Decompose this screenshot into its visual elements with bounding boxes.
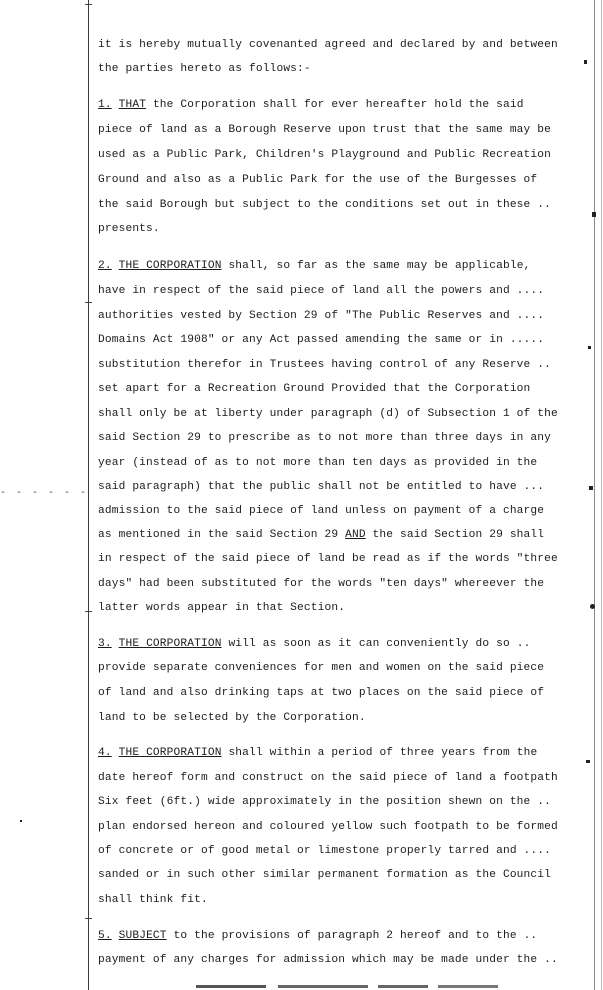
clause-lead: THE CORPORATION bbox=[118, 747, 222, 759]
clause-1-line-6: presents. bbox=[98, 223, 160, 235]
clause-4-line-7: shall think fit. bbox=[98, 894, 208, 906]
clause-lead: THE CORPORATION bbox=[118, 638, 222, 650]
scan-speck bbox=[20, 820, 22, 822]
clause-3-line-4: land to be selected by the Corporation. bbox=[98, 712, 366, 724]
clause-3-line-2: provide separate conveniences for men and women on the said piece bbox=[98, 662, 545, 674]
and-word: AND bbox=[345, 529, 366, 541]
scan-speck bbox=[589, 486, 593, 490]
clause-2-line-14: days" had been substituted for the words "ten days" whereever the bbox=[98, 578, 545, 590]
scan-speck bbox=[590, 604, 595, 609]
margin-dash-mark: - - - - - - bbox=[0, 488, 89, 499]
clause-4-line-6: sanded or in such other similar permanent formation as the Council bbox=[98, 869, 551, 881]
clause-5-line-1: 5. SUBJECT to the provisions of paragraph 2 hereof and to the .. bbox=[98, 930, 538, 942]
clause-2-line-8: said Section 29 to prescribe as to not more than three days in any bbox=[98, 432, 551, 444]
clause-2-line-6: set apart for a Recreation Ground Provided that the Corporation bbox=[98, 383, 531, 395]
clause-lead: SUBJECT bbox=[118, 930, 167, 942]
clause-4-line-2: date hereof form and construct on the said piece of land a footpath bbox=[98, 772, 558, 784]
clause-4-line-3: Six feet (6ft.) wide approximately in the position shewn on the .. bbox=[98, 796, 551, 808]
scan-speck bbox=[592, 212, 596, 217]
clause-1-line-5: the said Borough but subject to the conditions set out in these .. bbox=[98, 199, 551, 211]
clause-3-line-3: of land and also drinking taps at two places on the said piece of bbox=[98, 687, 545, 699]
clause-number: 1. bbox=[98, 99, 112, 111]
clause-number: 4. bbox=[98, 747, 112, 759]
clause-1-line-3: used as a Public Park, Children's Playground and Public Recreation bbox=[98, 149, 551, 161]
clause-2-line-9: year (instead of as to not more than ten days as provided in the bbox=[98, 457, 538, 469]
clause-2-line-5: substitution therefor in Trustees having control of any Reserve .. bbox=[98, 359, 551, 371]
clause-4-line-1: 4. THE CORPORATION shall within a period of three years from the bbox=[98, 747, 538, 759]
clause-2-line-10: said paragraph) that the public shall not be entitled to have ... bbox=[98, 481, 545, 493]
clause-4-line-5: of concrete or of good metal or limestone properly tarred and .... bbox=[98, 845, 551, 857]
clause-2-line-1: 2. THE CORPORATION shall, so far as the same may be applicable, bbox=[98, 260, 531, 272]
page-edge-shadow bbox=[581, 0, 603, 990]
clause-2-line-11: admission to the said piece of land unless on payment of a charge bbox=[98, 505, 545, 517]
clause-lead: THAT bbox=[118, 99, 147, 111]
margin-tick bbox=[85, 918, 92, 919]
clause-2-line-2: have in respect of the said piece of land all the powers and .... bbox=[98, 285, 545, 297]
scan-speck bbox=[584, 60, 587, 64]
clause-number: 3. bbox=[98, 638, 112, 650]
scan-speck bbox=[588, 346, 591, 349]
clause-lead: THE CORPORATION bbox=[118, 260, 222, 272]
clause-1-line-1: 1. THAT the Corporation shall for ever hereafter hold the said bbox=[98, 99, 524, 111]
clause-2-line-12: as mentioned in the said Section 29 AND the said Section 29 shall bbox=[98, 529, 545, 541]
intro-line-2: the parties hereto as follows:- bbox=[98, 63, 311, 75]
margin-tick bbox=[85, 4, 92, 5]
scan-speck bbox=[586, 760, 590, 763]
clause-number: 5. bbox=[98, 930, 112, 942]
intro-line-1: it is hereby mutually covenanted agreed and declared by and between bbox=[98, 39, 558, 51]
margin-tick bbox=[85, 611, 92, 612]
clause-3-line-1: 3. THE CORPORATION will as soon as it can conveniently do so .. bbox=[98, 638, 531, 650]
clause-2-line-7: shall only be at liberty under paragraph (d) of Subsection 1 of the bbox=[98, 408, 558, 420]
clause-4-line-4: plan endorsed hereon and coloured yellow such footpath to be formed bbox=[98, 821, 558, 833]
margin-tick bbox=[85, 302, 92, 303]
clause-number: 2. bbox=[98, 260, 112, 272]
clause-2-line-4: Domains Act 1908" or any Act passed amending the same or in ..... bbox=[98, 334, 545, 346]
clause-2-line-3: authorities vested by Section 29 of "The Public Reserves and .... bbox=[98, 310, 545, 322]
clause-1-line-2: piece of land as a Borough Reserve upon trust that the same may be bbox=[98, 124, 551, 136]
clause-2-line-15: latter words appear in that Section. bbox=[98, 602, 346, 614]
clause-2-line-13: in respect of the said piece of land be read as if the words "three bbox=[98, 553, 558, 565]
cut-off-next-line bbox=[98, 978, 583, 990]
clause-1-line-4: Ground and also as a Public Park for the use of the Burgesses of bbox=[98, 174, 538, 186]
clause-5-line-2: payment of any charges for admission which may be made under the .. bbox=[98, 954, 558, 966]
